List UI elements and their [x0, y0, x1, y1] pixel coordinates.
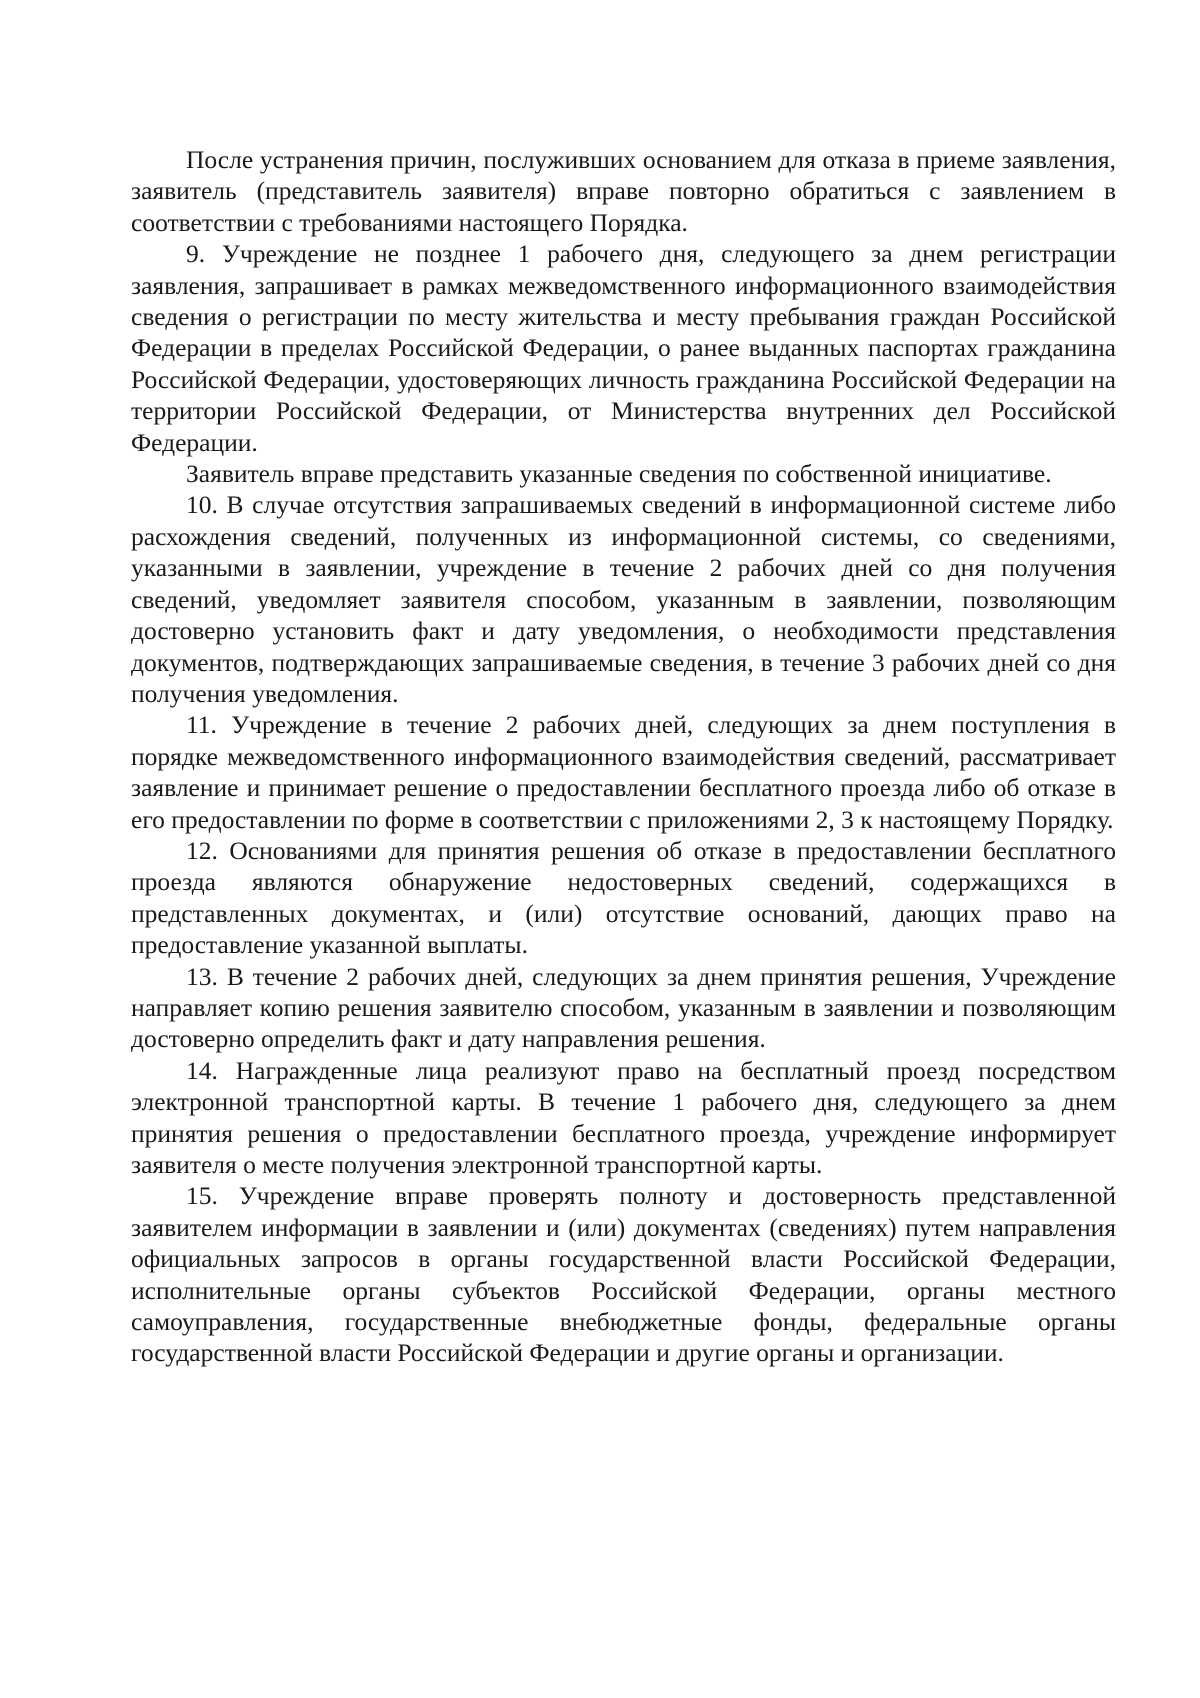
paragraph-10: 10. В случае отсутствия запрашиваемых сведений в информационной системе либо расхождения сведений, полученных из информационной системы, со сведениями, указанными в заявлении, учреждение в течение 2 рабочих дней со дня получения сведений, уведомляет заявителя способом, указанным в заявлении, позволяющим достоверно установить факт и дату уведомления, о необходимости представления документов, подтверждающих запрашиваемые сведения, в течение 3 рабочих дней со дня получения уведомления. [131, 490, 1116, 708]
paragraph-resubmission: После устранения причин, послуживших основанием для отказа в приеме заявления, заявитель (представитель заявителя) вправе повторно обратиться с заявлением в соответствии с требованиями настоящего Порядка. [131, 145, 1116, 237]
paragraph-11: 11. Учреждение в течение 2 рабочих дней, следующих за днем поступления в порядке межведомственного информационного взаимодействия сведений, рассматривает заявление и принимает решение о предоставлении бесплатного проезда либо об отказе в его предоставлении по форме в соответствии с приложениями 2, 3 к настоящему Порядку. [131, 710, 1116, 834]
paragraph-9: 9. Учреждение не позднее 1 рабочего дня, следующего за днем регистрации заявления, запрашивает в рамках межведомственного информационного взаимодействия сведения о регистрации по месту жительства и месту пребывания граждан Российской Федерации в пределах Российской Федерации, о ранее выданных паспортах гражданина Российской Федерации, удостоверяющих личность гражданина Российской Федерации на территории Российской Федерации, от Министерства внутренних дел Российской Федерации. [131, 239, 1116, 457]
document-body [131, 144, 1116, 1369]
paragraph-applicant-initiative: Заявитель вправе представить указанные сведения по собственной инициативе. [186, 459, 1052, 489]
paragraph-14: 14. Награжденные лица реализуют право на бесплатный проезд посредством электронной транспортной карты. В течение 1 рабочего дня, следующего за днем принятия решения о предоставлении бесплатного проезда, учреждение информирует заявителя о месте получения электронной транспортной карты. [131, 1055, 1116, 1179]
paragraph-15: 15. Учреждение вправе проверять полноту и достоверность представленной заявителем информации в заявлении и (или) документах (сведениях) путем направления официальных запросов в органы государственной власти Российской Федерации, исполнительные органы субъектов Российской Федерации, органы местного самоуправления, государственные внебюджетные фонды, федеральные органы государственной власти Российской Федерации и другие органы и организации. [131, 1181, 1116, 1368]
paragraph-13: 13. В течение 2 рабочих дней, следующих за днем принятия решения, Учреждение направляет копию решения заявителю способом, указанным в заявлении и позволяющим достоверно определить факт и дату направления решения. [131, 961, 1116, 1054]
paragraph-12: 12. Основаниями для принятия решения об отказе в предоставлении бесплатного проезда являются обнаружение недостоверных сведений, содержащихся в представленных документах, и (или) отсутствие оснований, дающих право на предоставление указанной выплаты. [131, 835, 1116, 960]
